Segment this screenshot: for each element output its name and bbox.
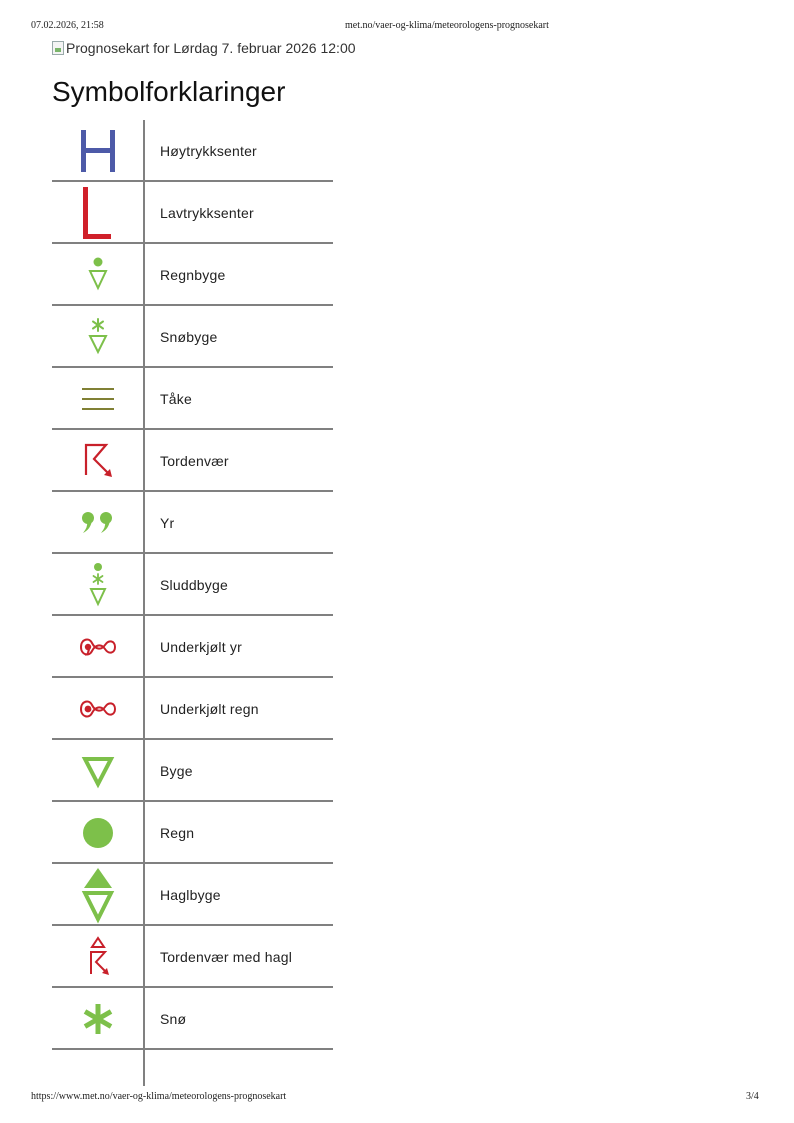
print-page-path: met.no/vaer-og-klima/meteorologens-prognosekart (345, 20, 549, 31)
low-pressure-icon (78, 185, 118, 241)
freezing-drizzle-icon (78, 635, 118, 659)
rain-shower-icon (86, 255, 110, 295)
legend-row (52, 120, 333, 182)
legend-label: Høytrykksenter (160, 143, 257, 159)
hail-shower-icon (80, 866, 116, 924)
high-pressure-icon (78, 126, 118, 176)
snow-shower-icon (86, 317, 110, 357)
rain-icon (80, 815, 116, 851)
legend-row (52, 740, 333, 802)
shower-icon (80, 753, 116, 789)
legend-row (52, 864, 333, 926)
legend-row (52, 430, 333, 492)
legend-label: Tåke (160, 391, 192, 407)
thunderstorm-icon (80, 441, 116, 481)
drizzle-icon (78, 510, 118, 536)
fog-icon (80, 384, 116, 414)
legend-label: Sluddbyge (160, 577, 228, 593)
legend-label: Haglbyge (160, 887, 221, 903)
legend-row (52, 554, 333, 616)
forecast-map-image (52, 39, 356, 57)
symbol-legend-table (52, 120, 333, 1112)
legend-label: Yr (160, 515, 175, 531)
legend-row (52, 678, 333, 740)
legend-label: Lavtrykksenter (160, 205, 254, 221)
legend-row (52, 988, 333, 1050)
freezing-rain-icon (78, 697, 118, 721)
print-page-number: 3/4 (746, 1091, 759, 1102)
legend-label: Snø (160, 1011, 187, 1027)
thunderstorm-with-hail-icon (83, 936, 113, 978)
legend-label: Tordenvær med hagl (160, 949, 292, 965)
print-datetime: 07.02.2026, 21:58 (31, 20, 104, 31)
legend-label: Snøbyge (160, 329, 218, 345)
forecast-map-alt-text: Prognosekart for Lørdag 7. februar 2026 12:00 (66, 40, 356, 56)
legend-label: Regnbyge (160, 267, 226, 283)
page-title: Symbolforklaringer (52, 76, 286, 107)
legend-row (52, 182, 333, 244)
legend-row (52, 306, 333, 368)
legend-label: Regn (160, 825, 195, 841)
snow-icon (80, 1001, 116, 1037)
legend-row (52, 616, 333, 678)
sleet-shower-icon (86, 562, 110, 608)
legend-row (52, 802, 333, 864)
legend-label: Byge (160, 763, 193, 779)
legend-empty-row (52, 1050, 333, 1112)
legend-label: Underkjølt yr (160, 639, 242, 655)
legend-row (52, 244, 333, 306)
legend-label: Underkjølt regn (160, 701, 259, 717)
legend-label: Tordenvær (160, 453, 229, 469)
broken-image-icon (52, 41, 64, 55)
legend-row (52, 926, 333, 988)
legend-row (52, 368, 333, 430)
legend-row (52, 492, 333, 554)
print-footer-url: https://www.met.no/vaer-og-klima/meteorologens-prognosekart (31, 1091, 287, 1102)
